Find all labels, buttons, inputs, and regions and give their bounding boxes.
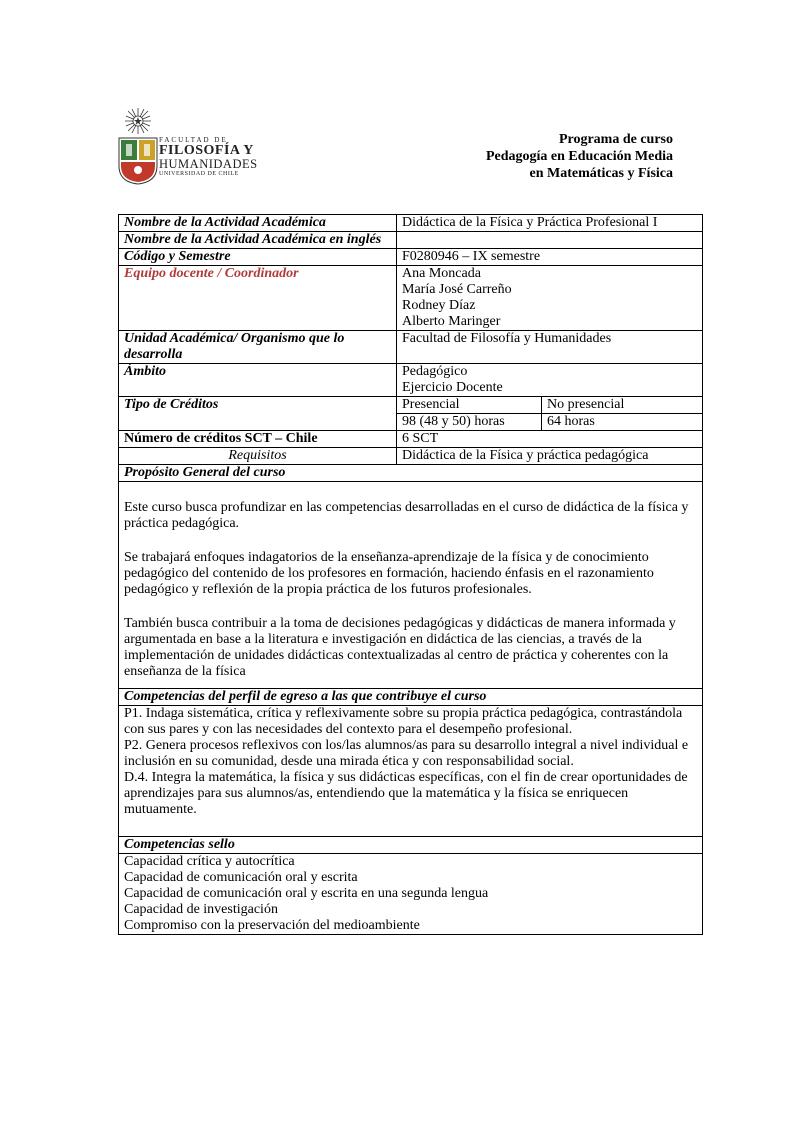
proposito-heading: Propósito General del curso: [119, 465, 703, 482]
codigo-label: Código y Semestre: [119, 249, 397, 266]
codigo-value: F0280946 – IX semestre: [397, 249, 703, 266]
ambito-item: Ejercicio Docente: [402, 380, 503, 395]
sello-item: Capacidad de investigación: [124, 902, 278, 917]
ambito-list: [397, 364, 703, 397]
proposito-paragraph: Este curso busca profundizar en las competencias desarrolladas en el curso de didáctica de la física y práctica pedagógica.: [124, 500, 689, 531]
competencia-item: D.4. Integra la matemática, la física y sus didácticas específicas, con el fin de crear oportunidades de aprendizajes para sus alumnos/as, entendiendo que la matemática y la física se enriquecen mutuamente.: [124, 770, 688, 817]
proposito-paragraph: Se trabajará enfoques indagatorios de la enseñanza-aprendizaje de la física y de conocimiento pedagógico del contenido de los profesores en formación, haciendo énfasis en el razonamiento pedagógico y reflexión de la propia práctica de los futuros profesionales.: [124, 550, 654, 597]
ambito-item: Pedagógico: [402, 364, 468, 379]
no-presencial-label: No presencial: [542, 397, 703, 414]
table-row: [119, 689, 703, 706]
competencias-egreso-heading: Competencias del perfil de egreso a las que contribuye el curso: [119, 689, 703, 706]
table-row: [119, 482, 703, 689]
proposito-body: [119, 482, 703, 689]
table-row: [119, 266, 703, 331]
nombre-value: Didáctica de la Física y Práctica Profesional I: [397, 215, 703, 232]
sello-item: Capacidad de comunicación oral y escrita en una segunda lengua: [124, 886, 489, 901]
course-program-table: [118, 214, 703, 935]
presencial-label: Presencial: [397, 397, 542, 414]
unidad-label: Unidad Académica/ Organismo que lo desarrolla: [119, 331, 397, 364]
creditos-label: Tipo de Créditos: [119, 397, 397, 431]
equipo-label: Equipo docente / Coordinador: [119, 266, 397, 331]
presencial-value: 98 (48 y 50) horas: [397, 414, 542, 431]
table-row: [119, 465, 703, 482]
document-header: [486, 131, 673, 182]
table-row: [119, 431, 703, 448]
equipo-member: María José Carreño: [402, 282, 512, 297]
no-presencial-value: 64 horas: [542, 414, 703, 431]
logo-line-4: UNIVERSIDAD DE CHILE: [159, 171, 239, 177]
nombre-label: Nombre de la Actividad Académica: [119, 215, 397, 232]
header-line-2: Pedagogía en Educación Media: [485, 149, 673, 164]
university-seal-icon: [116, 106, 160, 186]
competencias-sello-body: [119, 854, 703, 935]
equipo-member: Ana Moncada: [402, 266, 481, 281]
competencias-sello-heading: Competencias sello: [119, 837, 703, 854]
logo-line-2: FILOSOFÍA Y: [159, 143, 254, 158]
table-row: [119, 331, 703, 364]
equipo-list: [397, 266, 703, 331]
sello-item: Compromiso con la preservación del medioambiente: [124, 918, 420, 933]
sct-value: 6 SCT: [397, 431, 703, 448]
table-row: [119, 232, 703, 249]
competencia-item: P1. Indaga sistemática, crítica y reflexivamente sobre su propia práctica pedagógica, contrastándola con sus pares y con las necesidades del contexto para el desempeño profesional.: [124, 706, 683, 737]
logo-line-3: HUMANIDADES: [159, 157, 258, 171]
nombre-ingles-value: [397, 232, 703, 249]
table-row: [119, 706, 703, 837]
unidad-value: Facultad de Filosofía y Humanidades: [397, 331, 703, 364]
equipo-member: Alberto Maringer: [402, 314, 501, 329]
requisitos-label: Requisitos: [119, 448, 397, 465]
sct-label: Número de créditos SCT – Chile: [119, 431, 397, 448]
faculty-logo: [116, 106, 256, 186]
sello-item: Capacidad crítica y autocrítica: [124, 854, 295, 869]
logo-line-1: FACULTAD DE: [159, 136, 228, 144]
table-row: [119, 854, 703, 935]
logo-wordmark: [159, 136, 258, 178]
nombre-ingles-label: Nombre de la Actividad Académica en inglés: [119, 232, 397, 249]
table-row: [119, 364, 703, 397]
table-row: [119, 215, 703, 232]
table-row: [119, 837, 703, 854]
equipo-member: Rodney Díaz: [402, 298, 476, 313]
table-row: [119, 249, 703, 266]
header-line-1: Programa de curso: [558, 132, 673, 147]
competencias-egreso-body: [119, 706, 703, 837]
proposito-paragraph: También busca contribuir a la toma de decisiones pedagógicas y didácticas de manera informada y argumentada en base a la literatura e investigación en didáctica de las ciencias, a través de la implementación de unidades didácticas contextualizadas al centro de práctica y coherentes con la enseñanza de la física: [124, 616, 676, 679]
competencia-item: P2. Genera procesos reflexivos con los/las alumnos/as para su desarrollo integral a nivel individual e inclusión en su comunidad, desde una mirada ética y con responsabilidad social.: [124, 738, 689, 769]
header-line-3: en Matemáticas y Física: [529, 166, 673, 181]
table-row: [119, 397, 703, 414]
requisitos-value: Didáctica de la Física y práctica pedagógica: [397, 448, 703, 465]
sello-item: Capacidad de comunicación oral y escrita: [124, 870, 358, 885]
ambito-label: Ámbito: [119, 364, 397, 397]
table-row: [119, 448, 703, 465]
